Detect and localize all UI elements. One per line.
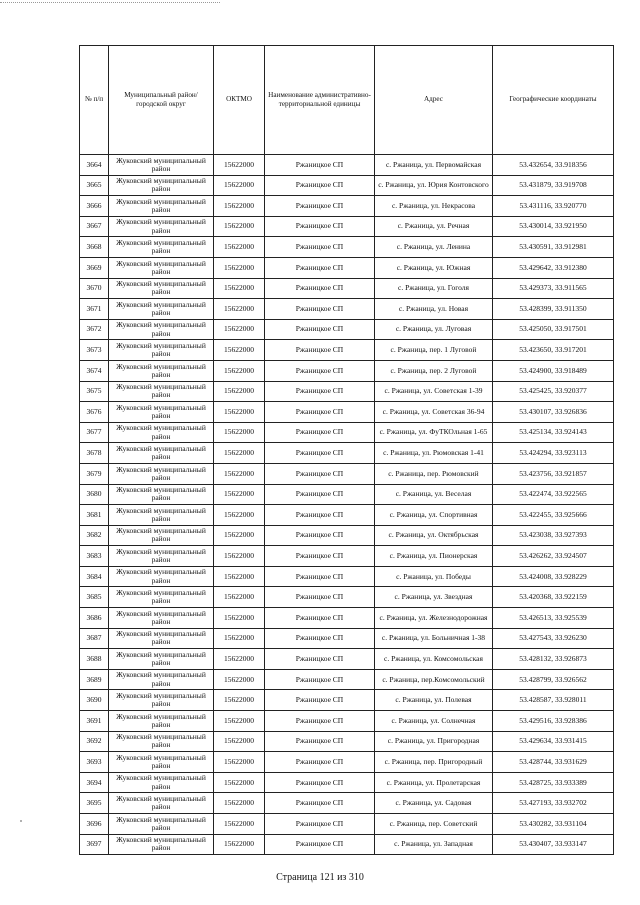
- row-coords: 53.426513, 33.925539: [493, 608, 614, 629]
- row-coords: 53.422474, 33.922565: [493, 484, 614, 505]
- row-address: с. Ржаница, ул. Западная: [375, 834, 493, 855]
- row-coords: 53.426262, 33.924507: [493, 546, 614, 567]
- row-num: 3694: [80, 772, 109, 793]
- table-row: [80, 278, 614, 299]
- row-district: Жуковский муниципальный район: [109, 752, 214, 773]
- row-address: с. Ржаница, ул. Веселая: [375, 484, 493, 505]
- row-district: Жуковский муниципальный район: [109, 546, 214, 567]
- row-oktmo: 15622000: [214, 484, 265, 505]
- table-row: [80, 257, 614, 278]
- row-district: Жуковский муниципальный район: [109, 711, 214, 732]
- row-unit: Ржаницкое СП: [265, 731, 375, 752]
- row-address: с. Ржаница, ул. Спортивная: [375, 505, 493, 526]
- row-oktmo: 15622000: [214, 216, 265, 237]
- row-address: с. Ржаница, ул. ФуТКОльная 1-65: [375, 422, 493, 443]
- row-unit: Ржаницкое СП: [265, 402, 375, 423]
- row-unit: Ржаницкое СП: [265, 340, 375, 361]
- row-address: с. Ржаница, ул. Речная: [375, 216, 493, 237]
- row-oktmo: 15622000: [214, 175, 265, 196]
- row-address: с. Ржаница, ул. Садовая: [375, 793, 493, 814]
- row-coords: 53.430407, 33.933147: [493, 834, 614, 855]
- row-num: 3690: [80, 690, 109, 711]
- row-district: Жуковский муниципальный район: [109, 669, 214, 690]
- table-row: [80, 814, 614, 835]
- row-unit: Ржаницкое СП: [265, 587, 375, 608]
- table-row: [80, 381, 614, 402]
- table-row: [80, 155, 614, 176]
- row-oktmo: 15622000: [214, 814, 265, 835]
- row-num: 3692: [80, 731, 109, 752]
- header-oktmo: ОКТМО: [214, 46, 265, 155]
- row-oktmo: 15622000: [214, 340, 265, 361]
- row-district: Жуковский муниципальный район: [109, 628, 214, 649]
- row-num: 3680: [80, 484, 109, 505]
- row-district: Жуковский муниципальный район: [109, 649, 214, 670]
- row-oktmo: 15622000: [214, 546, 265, 567]
- row-oktmo: 15622000: [214, 649, 265, 670]
- row-oktmo: 15622000: [214, 587, 265, 608]
- row-unit: Ржаницкое СП: [265, 175, 375, 196]
- row-district: Жуковский муниципальный район: [109, 257, 214, 278]
- row-unit: Ржаницкое СП: [265, 196, 375, 217]
- row-oktmo: 15622000: [214, 608, 265, 629]
- row-address: с. Ржаница, ул. Юрия Контовского: [375, 175, 493, 196]
- row-unit: Ржаницкое СП: [265, 484, 375, 505]
- row-address: с. Ржаница, ул. Ленина: [375, 237, 493, 258]
- row-coords: 53.428799, 33.926562: [493, 669, 614, 690]
- row-num: 3665: [80, 175, 109, 196]
- row-address: с. Ржаница, ул. Октябрьская: [375, 525, 493, 546]
- row-district: Жуковский муниципальный район: [109, 175, 214, 196]
- row-num: 3693: [80, 752, 109, 773]
- row-district: Жуковский муниципальный район: [109, 422, 214, 443]
- row-num: 3667: [80, 216, 109, 237]
- row-unit: Ржаницкое СП: [265, 505, 375, 526]
- row-district: Жуковский муниципальный район: [109, 814, 214, 835]
- row-address: с. Ржаница, ул. Железнодорожная: [375, 608, 493, 629]
- row-oktmo: 15622000: [214, 443, 265, 464]
- row-district: Жуковский муниципальный район: [109, 443, 214, 464]
- table-row: [80, 669, 614, 690]
- table-body: [80, 155, 614, 855]
- row-num: 3671: [80, 299, 109, 320]
- table-row: [80, 505, 614, 526]
- page-footer: Страница 121 из 310: [276, 872, 364, 883]
- row-unit: Ржаницкое СП: [265, 628, 375, 649]
- row-address: с. Ржаница, ул. Солнечная: [375, 711, 493, 732]
- row-oktmo: 15622000: [214, 319, 265, 340]
- row-district: Жуковский муниципальный район: [109, 340, 214, 361]
- row-unit: Ржаницкое СП: [265, 381, 375, 402]
- row-district: Жуковский муниципальный район: [109, 505, 214, 526]
- row-coords: 53.427543, 33.926230: [493, 628, 614, 649]
- row-coords: 53.424900, 33.918489: [493, 360, 614, 381]
- row-num: 3691: [80, 711, 109, 732]
- row-num: 3676: [80, 402, 109, 423]
- row-address: с. Ржаница, ул. Рюмовская 1-41: [375, 443, 493, 464]
- row-oktmo: 15622000: [214, 381, 265, 402]
- table-row: [80, 752, 614, 773]
- row-num: 3696: [80, 814, 109, 835]
- table-row: [80, 360, 614, 381]
- row-district: Жуковский муниципальный район: [109, 402, 214, 423]
- table-row: [80, 484, 614, 505]
- table-header-row: [80, 46, 614, 155]
- row-district: Жуковский муниципальный район: [109, 381, 214, 402]
- row-oktmo: 15622000: [214, 237, 265, 258]
- row-district: Жуковский муниципальный район: [109, 463, 214, 484]
- row-num: 3664: [80, 155, 109, 176]
- row-address: с. Ржаница, ул. Некрасова: [375, 196, 493, 217]
- row-unit: Ржаницкое СП: [265, 834, 375, 855]
- scan-speck: [20, 820, 22, 822]
- row-num: 3681: [80, 505, 109, 526]
- row-num: 3670: [80, 278, 109, 299]
- row-address: с. Ржаница, ул. Победы: [375, 566, 493, 587]
- row-district: Жуковский муниципальный район: [109, 196, 214, 217]
- row-coords: 53.429373, 33.911565: [493, 278, 614, 299]
- table-row: [80, 731, 614, 752]
- row-address: с. Ржаница, ул. Советская 1-39: [375, 381, 493, 402]
- table-row: [80, 793, 614, 814]
- row-unit: Ржаницкое СП: [265, 525, 375, 546]
- table-row: [80, 402, 614, 423]
- row-district: Жуковский муниципальный район: [109, 155, 214, 176]
- row-oktmo: 15622000: [214, 525, 265, 546]
- row-num: 3679: [80, 463, 109, 484]
- row-coords: 53.428744, 33.931629: [493, 752, 614, 773]
- row-coords: 53.429642, 33.912380: [493, 257, 614, 278]
- row-oktmo: 15622000: [214, 402, 265, 423]
- row-oktmo: 15622000: [214, 752, 265, 773]
- row-district: Жуковский муниципальный район: [109, 690, 214, 711]
- row-district: Жуковский муниципальный район: [109, 237, 214, 258]
- row-unit: Ржаницкое СП: [265, 422, 375, 443]
- row-oktmo: 15622000: [214, 196, 265, 217]
- row-address: с. Ржаница, ул. Советская 36-94: [375, 402, 493, 423]
- row-address: с. Ржаница, ул. Гоголя: [375, 278, 493, 299]
- row-unit: Ржаницкое СП: [265, 237, 375, 258]
- row-district: Жуковский муниципальный район: [109, 278, 214, 299]
- row-coords: 53.425425, 33.920377: [493, 381, 614, 402]
- row-district: Жуковский муниципальный район: [109, 793, 214, 814]
- table-row: [80, 175, 614, 196]
- row-coords: 53.428587, 33.928011: [493, 690, 614, 711]
- row-unit: Ржаницкое СП: [265, 669, 375, 690]
- row-unit: Ржаницкое СП: [265, 608, 375, 629]
- row-unit: Ржаницкое СП: [265, 752, 375, 773]
- row-oktmo: 15622000: [214, 690, 265, 711]
- row-unit: Ржаницкое СП: [265, 566, 375, 587]
- row-num: 3688: [80, 649, 109, 670]
- row-district: Жуковский муниципальный район: [109, 772, 214, 793]
- row-district: Жуковский муниципальный район: [109, 319, 214, 340]
- row-num: 3669: [80, 257, 109, 278]
- row-num: 3678: [80, 443, 109, 464]
- table-row: [80, 463, 614, 484]
- row-oktmo: 15622000: [214, 731, 265, 752]
- row-num: 3674: [80, 360, 109, 381]
- row-num: 3689: [80, 669, 109, 690]
- row-num: 3687: [80, 628, 109, 649]
- row-oktmo: 15622000: [214, 628, 265, 649]
- row-address: с. Ржаница, ул. Новая: [375, 299, 493, 320]
- row-num: 3673: [80, 340, 109, 361]
- row-unit: Ржаницкое СП: [265, 711, 375, 732]
- table-row: [80, 299, 614, 320]
- row-coords: 53.429516, 33.928386: [493, 711, 614, 732]
- row-num: 3685: [80, 587, 109, 608]
- row-num: 3695: [80, 793, 109, 814]
- row-oktmo: 15622000: [214, 505, 265, 526]
- row-address: с. Ржаница, ул. Полевая: [375, 690, 493, 711]
- row-coords: 53.430107, 33.926836: [493, 402, 614, 423]
- row-unit: Ржаницкое СП: [265, 360, 375, 381]
- row-unit: Ржаницкое СП: [265, 772, 375, 793]
- row-unit: Ржаницкое СП: [265, 649, 375, 670]
- row-address: с. Ржаница, пер. Рюмовский: [375, 463, 493, 484]
- row-address: с. Ржаница, ул. Первомайская: [375, 155, 493, 176]
- row-num: 3682: [80, 525, 109, 546]
- row-district: Жуковский муниципальный район: [109, 587, 214, 608]
- row-coords: 53.432654, 33.918356: [493, 155, 614, 176]
- row-unit: Ржаницкое СП: [265, 546, 375, 567]
- row-oktmo: 15622000: [214, 834, 265, 855]
- row-address: с. Ржаница, пер.Комсомольский: [375, 669, 493, 690]
- table-row: [80, 422, 614, 443]
- row-address: с. Ржаница, ул. Комсомольская: [375, 649, 493, 670]
- table-row: [80, 340, 614, 361]
- table-row: [80, 628, 614, 649]
- row-oktmo: 15622000: [214, 257, 265, 278]
- row-coords: 53.425050, 33.917501: [493, 319, 614, 340]
- header-num: № п/п: [80, 46, 109, 155]
- row-coords: 53.423756, 33.921857: [493, 463, 614, 484]
- row-coords: 53.428399, 33.911350: [493, 299, 614, 320]
- table-row: [80, 216, 614, 237]
- row-coords: 53.430014, 33.921950: [493, 216, 614, 237]
- row-unit: Ржаницкое СП: [265, 690, 375, 711]
- row-coords: 53.428725, 33.933389: [493, 772, 614, 793]
- row-coords: 53.430591, 33.912981: [493, 237, 614, 258]
- row-num: 3686: [80, 608, 109, 629]
- table-row: [80, 608, 614, 629]
- row-coords: 53.423038, 33.927393: [493, 525, 614, 546]
- row-address: с. Ржаница, пер. 1 Луговой: [375, 340, 493, 361]
- row-unit: Ржаницкое СП: [265, 299, 375, 320]
- row-coords: 53.431879, 33.919708: [493, 175, 614, 196]
- table-row: [80, 690, 614, 711]
- row-num: 3697: [80, 834, 109, 855]
- row-oktmo: 15622000: [214, 711, 265, 732]
- row-district: Жуковский муниципальный район: [109, 484, 214, 505]
- row-oktmo: 15622000: [214, 793, 265, 814]
- row-oktmo: 15622000: [214, 299, 265, 320]
- row-address: с. Ржаница, ул. Больничная 1-38: [375, 628, 493, 649]
- row-unit: Ржаницкое СП: [265, 278, 375, 299]
- row-district: Жуковский муниципальный район: [109, 299, 214, 320]
- row-district: Жуковский муниципальный район: [109, 216, 214, 237]
- table-row: [80, 443, 614, 464]
- table-row: [80, 711, 614, 732]
- row-num: 3683: [80, 546, 109, 567]
- row-district: Жуковский муниципальный район: [109, 566, 214, 587]
- table-row: [80, 587, 614, 608]
- table-row: [80, 772, 614, 793]
- table-row: [80, 319, 614, 340]
- row-district: Жуковский муниципальный район: [109, 608, 214, 629]
- row-unit: Ржаницкое СП: [265, 793, 375, 814]
- row-district: Жуковский муниципальный район: [109, 360, 214, 381]
- table-row: [80, 196, 614, 217]
- row-coords: 53.428132, 33.926873: [493, 649, 614, 670]
- row-address: с. Ржаница, ул. Пролетарская: [375, 772, 493, 793]
- row-coords: 53.425134, 33.924143: [493, 422, 614, 443]
- row-num: 3675: [80, 381, 109, 402]
- row-address: с. Ржаница, ул. Пригородная: [375, 731, 493, 752]
- row-num: 3672: [80, 319, 109, 340]
- table-row: [80, 525, 614, 546]
- row-coords: 53.422455, 33.925666: [493, 505, 614, 526]
- row-coords: 53.427193, 33.932702: [493, 793, 614, 814]
- row-oktmo: 15622000: [214, 669, 265, 690]
- row-address: с. Ржаница, пер. 2 Луговой: [375, 360, 493, 381]
- row-oktmo: 15622000: [214, 772, 265, 793]
- row-address: с. Ржаница, пер. Советский: [375, 814, 493, 835]
- row-address: с. Ржаница, ул. Луговая: [375, 319, 493, 340]
- row-unit: Ржаницкое СП: [265, 257, 375, 278]
- header-coords: Географические координаты: [493, 46, 614, 155]
- row-oktmo: 15622000: [214, 566, 265, 587]
- table-row: [80, 546, 614, 567]
- row-oktmo: 15622000: [214, 360, 265, 381]
- table-row: [80, 649, 614, 670]
- row-unit: Ржаницкое СП: [265, 319, 375, 340]
- row-address: с. Ржаница, пер. Пригородный: [375, 752, 493, 773]
- row-address: с. Ржаница, ул. Звездная: [375, 587, 493, 608]
- row-address: с. Ржаница, ул. Пионерская: [375, 546, 493, 567]
- row-unit: Ржаницкое СП: [265, 216, 375, 237]
- row-coords: 53.429634, 33.931415: [493, 731, 614, 752]
- table-row: [80, 834, 614, 855]
- row-district: Жуковский муниципальный район: [109, 834, 214, 855]
- row-district: Жуковский муниципальный район: [109, 525, 214, 546]
- row-address: с. Ржаница, ул. Южная: [375, 257, 493, 278]
- register-table: [79, 45, 614, 855]
- table-row: [80, 566, 614, 587]
- scan-edge-line: [0, 2, 220, 3]
- row-coords: 53.424294, 33.923113: [493, 443, 614, 464]
- row-district: Жуковский муниципальный район: [109, 731, 214, 752]
- row-num: 3677: [80, 422, 109, 443]
- row-unit: Ржаницкое СП: [265, 463, 375, 484]
- row-coords: 53.423650, 33.917201: [493, 340, 614, 361]
- row-num: 3684: [80, 566, 109, 587]
- header-district: Муниципальный район/городской округ: [109, 46, 214, 155]
- row-unit: Ржаницкое СП: [265, 443, 375, 464]
- row-coords: 53.420368, 33.922159: [493, 587, 614, 608]
- row-unit: Ржаницкое СП: [265, 814, 375, 835]
- row-oktmo: 15622000: [214, 278, 265, 299]
- row-coords: 53.430282, 33.931104: [493, 814, 614, 835]
- row-coords: 53.431116, 33.920770: [493, 196, 614, 217]
- table-row: [80, 237, 614, 258]
- header-unit: Наименование административно-территориальной единицы: [265, 46, 375, 155]
- row-num: 3668: [80, 237, 109, 258]
- row-num: 3666: [80, 196, 109, 217]
- row-oktmo: 15622000: [214, 422, 265, 443]
- row-coords: 53.424008, 33.928229: [493, 566, 614, 587]
- row-oktmo: 15622000: [214, 463, 265, 484]
- row-oktmo: 15622000: [214, 155, 265, 176]
- row-unit: Ржаницкое СП: [265, 155, 375, 176]
- header-address: Адрес: [375, 46, 493, 155]
